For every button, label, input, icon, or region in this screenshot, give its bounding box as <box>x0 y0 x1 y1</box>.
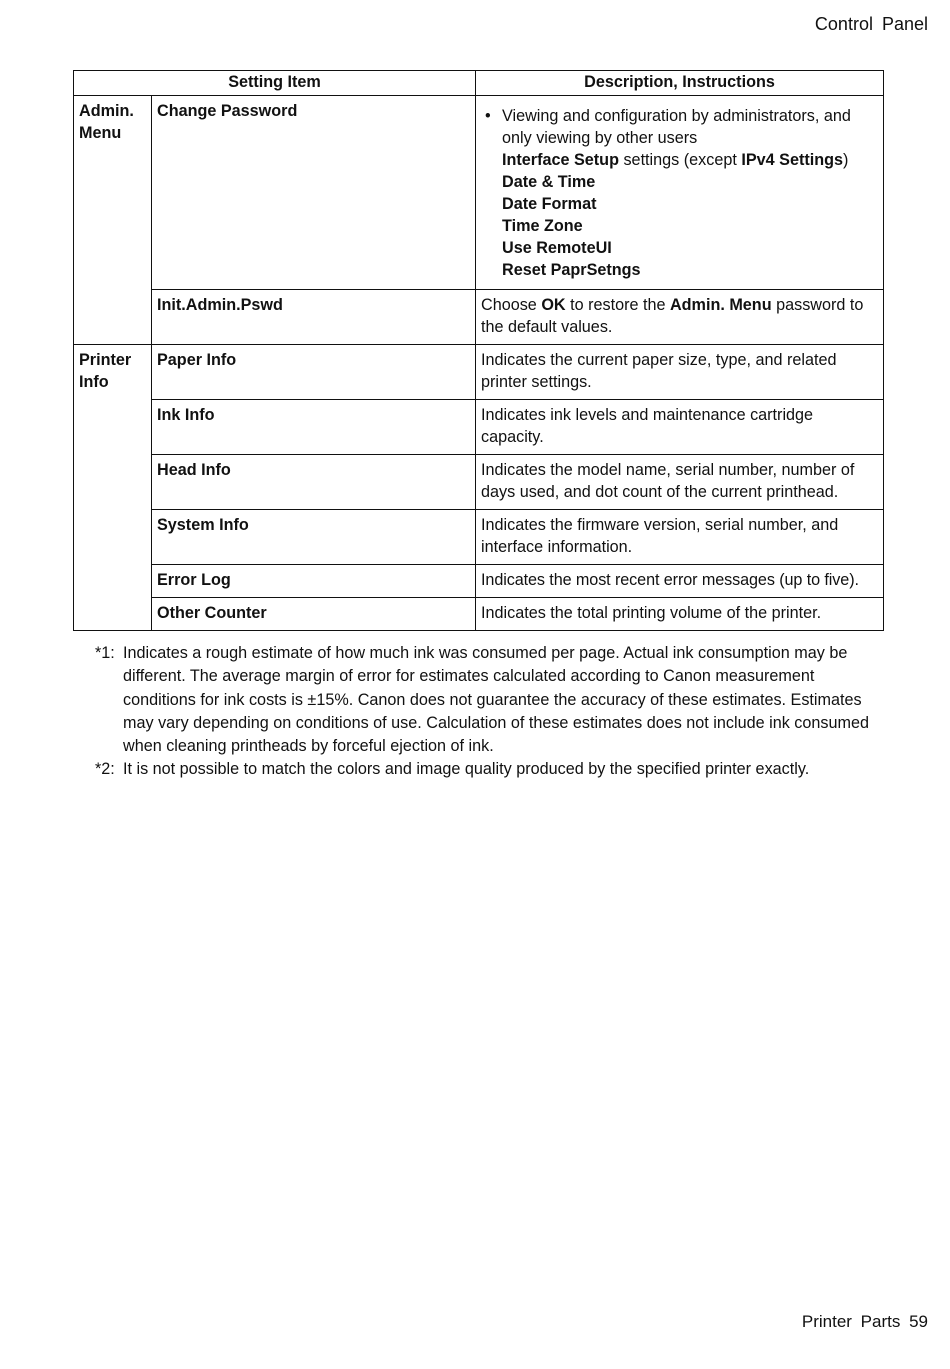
description-other-counter: Indicates the total printing volume of the printer. <box>476 598 884 631</box>
init-desc-pre: Choose <box>481 296 542 314</box>
table-row <box>74 96 884 290</box>
interface-setup-end: ) <box>843 151 849 169</box>
setting-item-error-log: Error Log <box>152 565 476 598</box>
bullet-icon: • <box>485 107 491 125</box>
ipv4-settings-label: IPv4 Settings <box>741 151 843 169</box>
description-error-log: Indicates the most recent error messages (up to five). <box>476 565 884 598</box>
table-row <box>74 598 884 631</box>
setting-item-init-admin-pswd: Init.Admin.Pswd <box>152 290 476 345</box>
ok-label: OK <box>541 296 566 314</box>
description-change-password <box>476 96 884 290</box>
bullet-text: Viewing and configuration by administrators, and only viewing by other users <box>502 107 851 147</box>
description-head-info: Indicates the model name, serial number, number of days used, and dot count of the current printhead. <box>476 455 884 510</box>
date-time-label: Date & Time <box>502 173 596 191</box>
use-remoteui-label: Use RemoteUI <box>502 239 612 257</box>
date-format-label: Date Format <box>502 195 597 213</box>
column-header-setting-item: Setting Item <box>74 71 476 96</box>
reset-paprsetngs-label: Reset PaprSetngs <box>502 261 641 279</box>
category-admin-menu: Admin. Menu <box>74 96 152 345</box>
table-header-row <box>74 71 884 96</box>
description-ink-info: Indicates ink levels and maintenance cartridge capacity. <box>476 400 884 455</box>
category-printer-info: Printer Info <box>74 345 152 631</box>
footnotes <box>95 642 885 782</box>
footnote-text: It is not possible to match the colors and image quality produced by the specified printer exactly. <box>123 760 810 779</box>
header-section-title: Control Panel <box>814 14 928 34</box>
footnote-2 <box>95 758 885 781</box>
column-header-description: Description, Instructions <box>476 71 884 96</box>
interface-setup-label: Interface Setup <box>502 151 619 169</box>
page-header <box>815 14 928 35</box>
footnote-mark: *1: <box>95 644 115 662</box>
footnote-1 <box>95 642 885 758</box>
footnote-text: Indicates a rough estimate of how much ink was consumed per page. Actual ink consumption may be different. The average margin of error for estimates calculated according to Canon measurement conditions for ink costs is ±15%. Canon does not guarantee the accuracy of these estimates. Estimates may vary depending on conditions of use. Calculation of these estimates does not include ink consumed when cleaning printheads by forceful ejection of ink. <box>123 644 869 756</box>
interface-setup-line <box>481 149 878 171</box>
table-row <box>74 345 884 400</box>
description-init-admin-pswd <box>476 290 884 345</box>
interface-setup-mid: settings (except <box>618 151 742 169</box>
setting-item-head-info: Head Info <box>152 455 476 510</box>
setting-item-other-counter: Other Counter <box>152 598 476 631</box>
table-row <box>74 290 884 345</box>
setting-item-change-password: Change Password <box>152 96 476 290</box>
footnote-mark: *2: <box>95 760 115 779</box>
init-desc-mid: to restore the <box>565 296 670 314</box>
footer-section: Printer Parts <box>801 1312 901 1331</box>
table-row <box>74 400 884 455</box>
setting-item-paper-info: Paper Info <box>152 345 476 400</box>
bullet-line <box>481 105 878 149</box>
table-row <box>74 510 884 565</box>
table-row <box>74 565 884 598</box>
admin-menu-label: Admin. Menu <box>669 296 772 314</box>
description-system-info: Indicates the firmware version, serial number, and interface information. <box>476 510 884 565</box>
settings-table <box>73 70 884 631</box>
time-zone-label: Time Zone <box>502 217 583 235</box>
setting-item-ink-info: Ink Info <box>152 400 476 455</box>
page-number: 59 <box>909 1312 928 1331</box>
init-desc-post: password to the default values. <box>481 296 864 336</box>
page-footer <box>802 1312 928 1332</box>
table-row <box>74 455 884 510</box>
setting-item-system-info: System Info <box>152 510 476 565</box>
description-paper-info: Indicates the current paper size, type, and related printer settings. <box>476 345 884 400</box>
